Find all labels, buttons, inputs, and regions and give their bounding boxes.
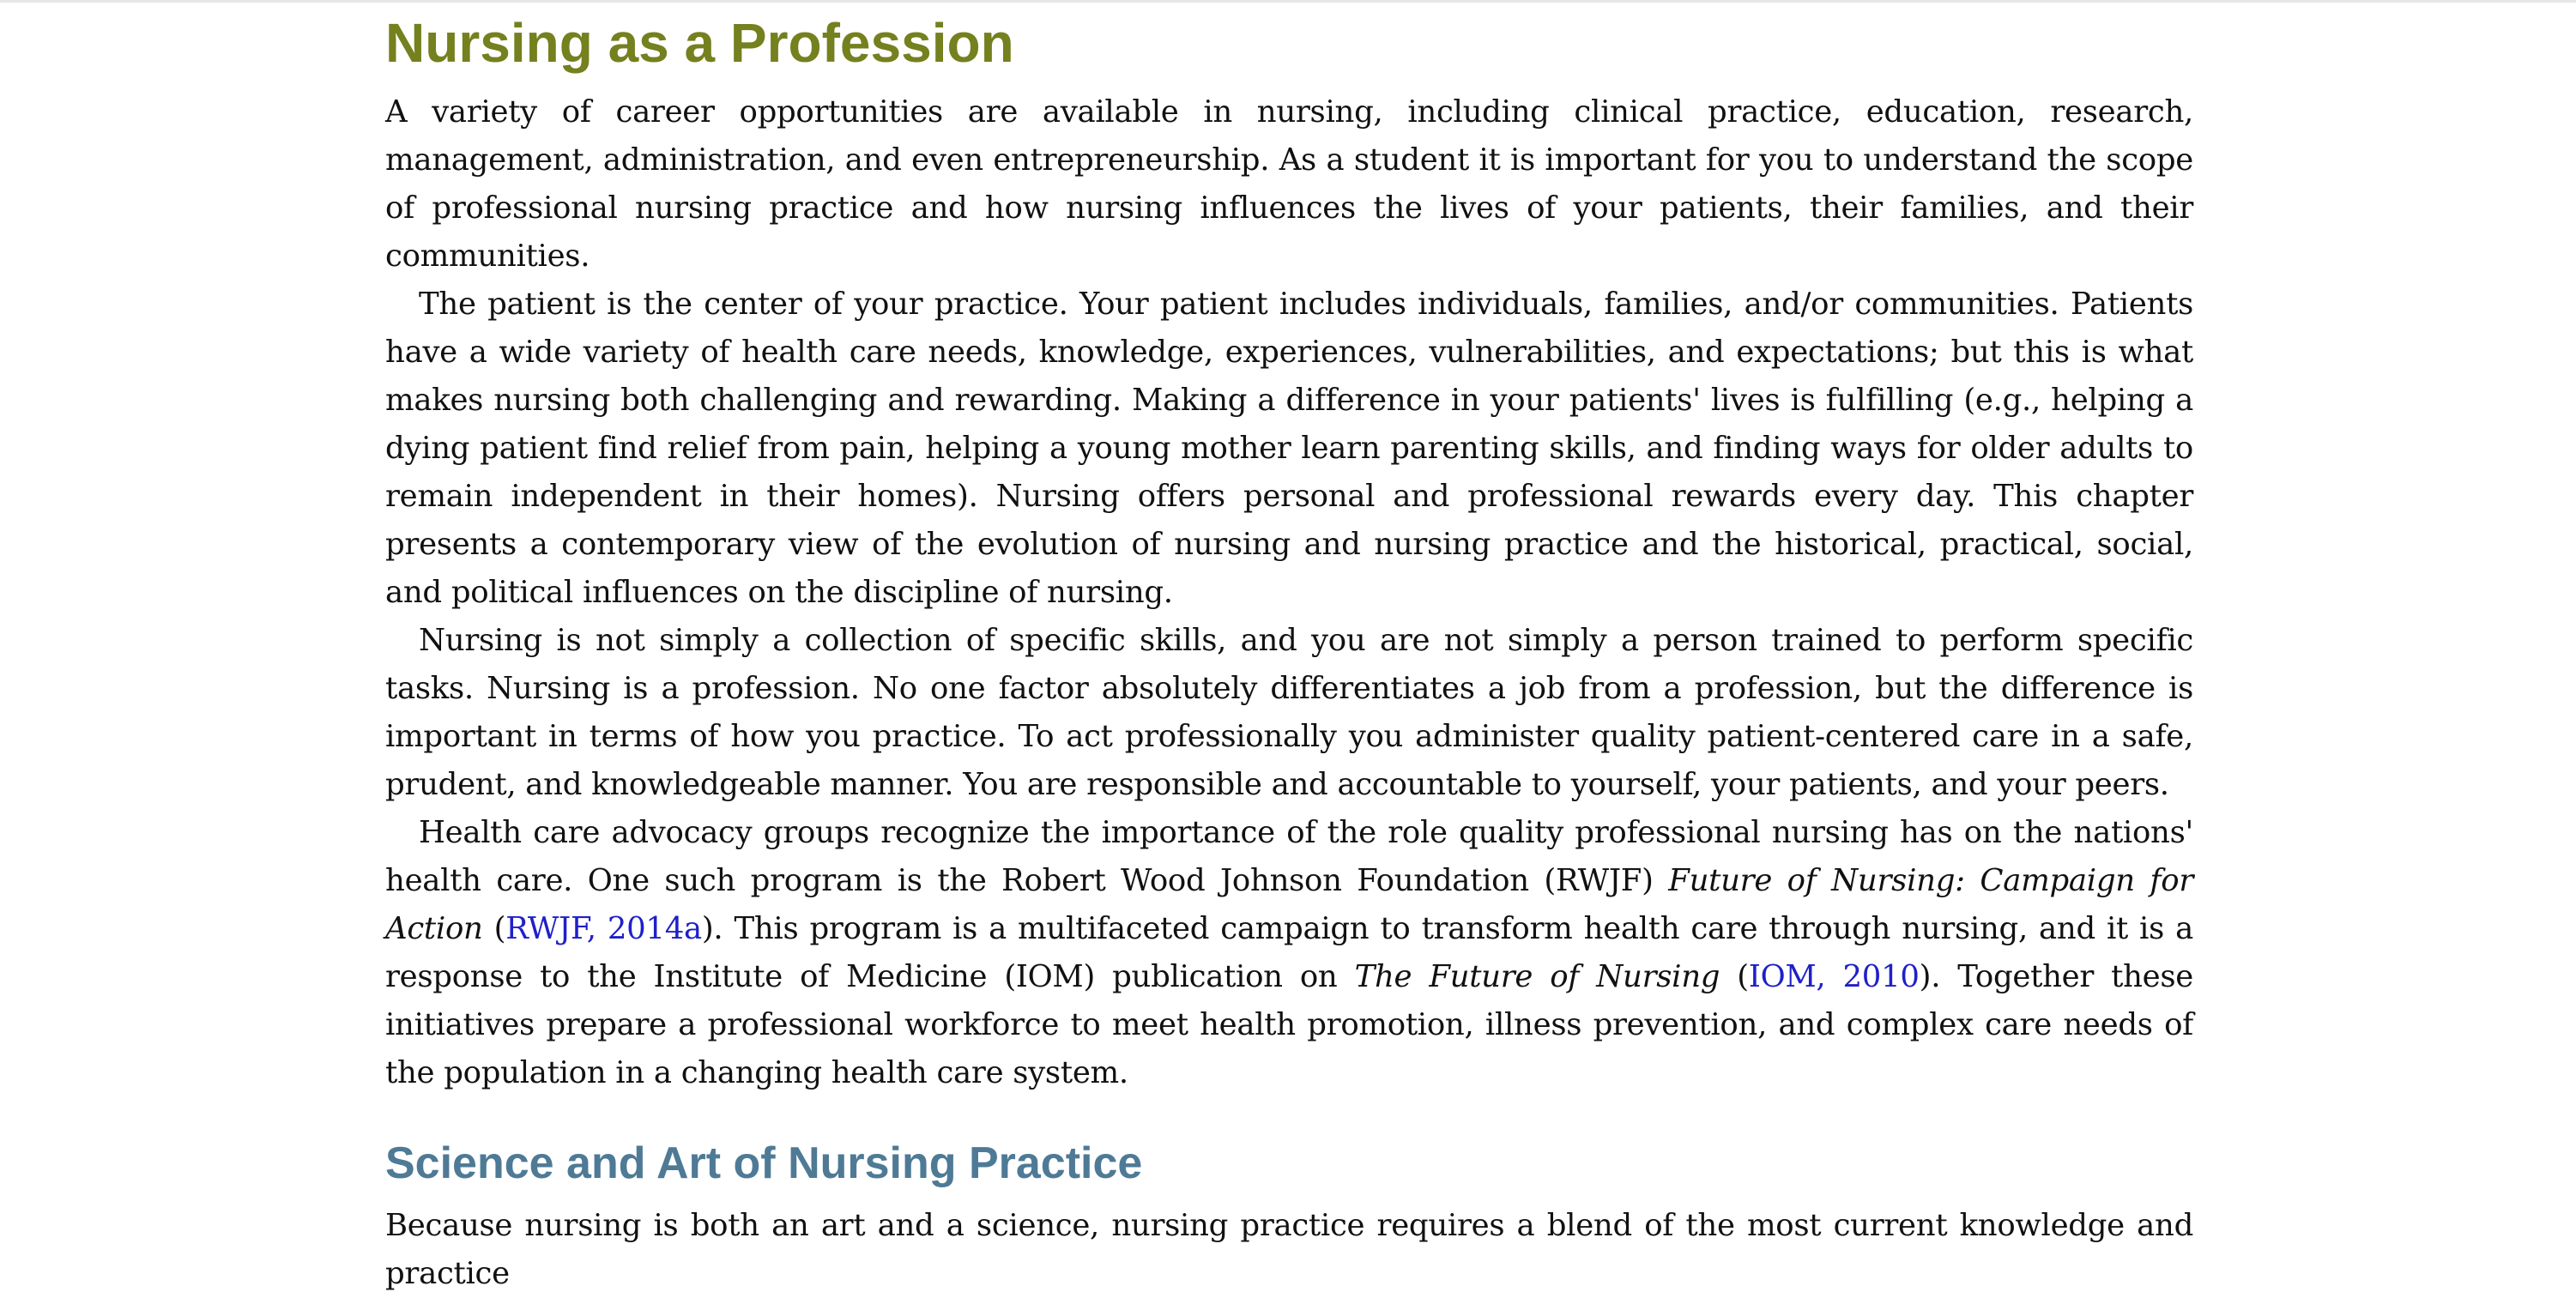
text-run: Health care advocacy groups recognize the importance of the role quality professional nursing has on the nations' health care. One such program is the Robert Wood Johnson Foundation (RWJF) [385,815,2193,898]
paragraph-health-care-advocacy [385,809,2193,1097]
document-content [385,3,2194,1291]
section-heading-nursing-as-a-profession: Nursing as a Profession [385,12,1014,74]
section-heading-science-and-art: Science and Art of Nursing Practice [385,1138,1143,1188]
paragraph-career-opportunities: A variety of career opportunities are available in nursing, including clinical practice, education, research, management, administration, and even entrepreneurship. As a student it is important for you to understand the scope of professional nursing practice and how nursing influences the lives of your patients, their families, and their communities. [385,94,2193,274]
citation-link-iom-2010[interactable]: IOM, 2010 [1748,959,1920,994]
text-run: ). This program is a multifaceted campaign to transform health care through nursing, and it is a response to the Institute of Medicine (IOM) publication on [385,911,2193,994]
text-run: ). Together these initiatives prepare a professional workforce to meet health promotion, illness prevention, and complex care needs of the population in a changing health care system. [385,959,2194,1090]
text-run: ( [482,911,506,946]
publication-title-future-of-nursing: The Future of Nursing [1354,959,1720,994]
citation-link-rwjf-2014a[interactable]: RWJF, 2014a [505,911,702,946]
paragraph-art-and-science: Because nursing is both an art and a science, nursing practice requires a blend of the most current knowledge and practice [385,1208,2193,1291]
paragraph-patient-center: The patient is the center of your practice. Your patient includes individuals, families, and/or communities. Patients have a wide variety of health care needs, knowledge, experiences, vulnerabilities, and expectations; but this is what makes nursing both challenging and rewarding. Making a difference in your patients' lives is fulfilling (e.g., helping a dying patient find relief from pain, helping a young mother learn parenting skills, and finding ways for older adults to remain independent in their homes). Nursing offers personal and professional rewards every day. This chapter presents a contemporary view of the evolution of nursing and nursing practice and the historical, practical, social, and political influences on the discipline of nursing. [385,287,2193,610]
text-run: ( [1720,959,1749,994]
publication-title-campaign-for-action: Future of Nursing: Campaign for Action [385,863,2193,946]
paragraph-nursing-is-a-profession: Nursing is not simply a collection of specific skills, and you are not simply a person trained to perform specific tasks. Nursing is a profession. No one factor absolutely differentiates a job from a profession, but the difference is important in terms of how you practice. To act professionally you administer quality patient-centered care in a safe, prudent, and knowledgeable manner. You are responsible and accountable to yourself, your patients, and your peers. [385,623,2193,802]
